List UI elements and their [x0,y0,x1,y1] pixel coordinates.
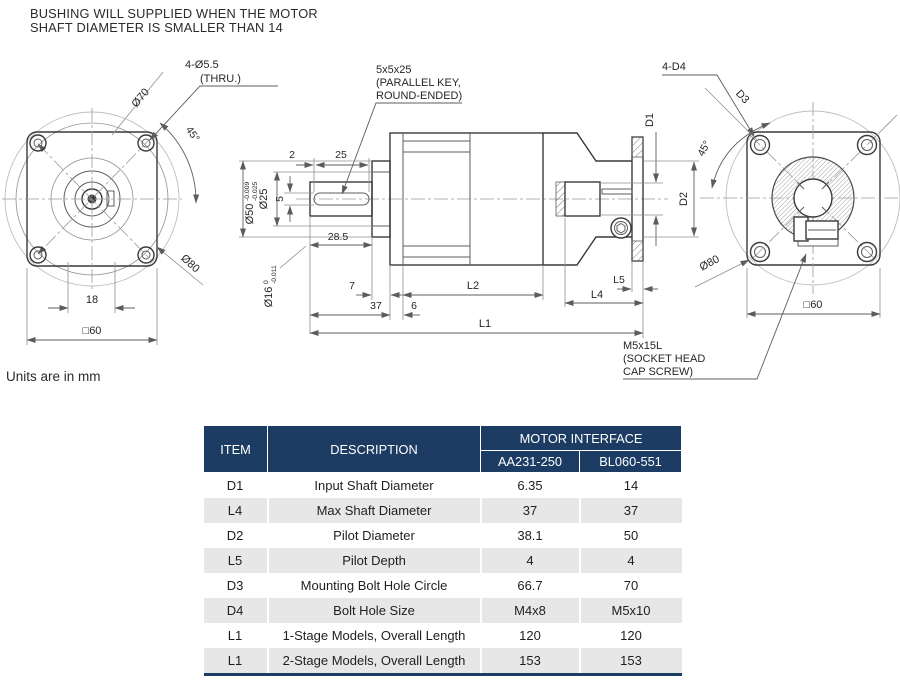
screw-callout-type1: (SOCKET HEAD [623,353,706,365]
cell-aa: 38.1 [481,523,580,548]
dim-d1: D1 [644,112,656,128]
table-row [204,573,682,598]
rear-angle-label: 45° [695,138,714,159]
dia16-tol-lower: -0.011 [271,265,278,284]
dim-5: 5 [274,196,286,202]
cell-description: 2-Stage Models, Overall Length [268,648,481,675]
cell-aa: 120 [481,623,580,648]
cell-bl: 120 [580,623,682,648]
cell-item: D4 [226,603,244,618]
cell-description: Pilot Depth [268,548,481,573]
cell-description: Input Shaft Diameter [268,473,481,499]
cell-item: L1 [227,653,243,668]
socket-screw-side [611,218,631,238]
cell-aa: 6.35 [481,473,580,499]
spec-table-body [204,473,682,675]
front-holes-callout: 4-Ø5.5 [185,59,219,71]
key-callout-size: 5x5x25 [376,64,412,76]
side-view [239,64,699,338]
cell-item: D2 [226,528,244,543]
dim-l4: L4 [590,289,604,301]
dim-d3: D3 [733,87,752,107]
cell-item: D3 [226,578,244,593]
cell-description: 1-Stage Models, Overall Length [268,623,481,648]
dia50-tol-lower: -0.025 [252,181,259,201]
cell-description: Max Shaft Diameter [268,498,481,523]
front-angle-label: 45° [182,124,202,145]
table-header-item: ITEM [204,426,268,473]
rear-outer-dia-label: Ø80 [697,253,722,274]
cell-item: L4 [227,503,243,518]
cell-bl: 37 [580,498,682,523]
table-row [204,498,682,523]
front-bolt-circle-label: Ø70 [129,86,152,110]
dim-l1: L1 [478,318,492,330]
cell-aa: 37 [481,498,580,523]
table-row [204,473,682,499]
key-callout-type: (PARALLEL KEY, [376,77,461,89]
cell-bl: 4 [580,548,682,573]
dim-37: 37 [370,300,382,312]
cell-aa: 153 [481,648,580,675]
dim-28-5: 28.5 [327,231,349,243]
dim-l2: L2 [466,280,480,292]
table-row [204,548,682,573]
table-header-bl060-551: BL060-551 [580,451,682,473]
bushing-note-line1: BUSHING WILL SUPPLIED WHEN THE MOTOR [30,6,318,21]
cell-bl: 153 [580,648,682,675]
cell-bl: M5x10 [580,598,682,623]
screw-callout-size: M5x15L [623,340,663,352]
front-dim-18: 18 [85,294,99,306]
cell-item: D1 [226,478,244,493]
table-row [204,598,682,623]
dia50-tol-upper: -0.009 [244,181,251,201]
front-holes-thru: (THRU.) [200,73,241,85]
cell-aa: 4 [481,548,580,573]
units-label: Units are in mm [6,369,101,384]
cell-description: Bolt Hole Size [268,598,481,623]
dia16-tol-upper: 0 [263,280,270,284]
dim-l5: L5 [613,274,625,286]
dim-6: 6 [411,300,417,312]
front-view [2,59,278,345]
dim-dia50: Ø50 [244,203,256,225]
cell-bl: 14 [580,473,682,499]
dim-2: 2 [289,149,295,161]
cell-item: L5 [227,553,243,568]
cell-bl: 50 [580,523,682,548]
shaft-clamp [794,217,838,246]
rear-dim-square60: □60 [803,299,823,311]
table-header-motor-interface: MOTOR INTERFACE [481,426,682,451]
dim-dia25: Ø25 [258,188,270,210]
dim-25: 25 [335,149,347,161]
front-dim-square60: □60 [82,325,102,337]
cell-bl: 70 [580,573,682,598]
cell-aa: 66.7 [481,573,580,598]
cell-aa: M4x8 [481,598,580,623]
dim-dia16: Ø16 [263,286,275,308]
table-header-aa231-250: AA231-250 [481,451,580,473]
dim-7: 7 [349,280,355,292]
table-row [204,523,682,548]
front-outer-dia-label: Ø80 [178,252,202,276]
rear-holes-callout: 4-D4 [662,61,686,73]
cell-item: L1 [227,628,243,643]
table-row [204,623,682,648]
cell-description: Pilot Diameter [268,523,481,548]
screw-callout-type2: CAP SCREW) [623,366,694,378]
table-header-description: DESCRIPTION [268,426,481,473]
rear-view [623,61,900,379]
bushing-note-line2: SHAFT DIAMETER IS SMALLER THAN 14 [30,20,283,35]
key-callout-type2: ROUND-ENDED) [376,90,463,102]
spec-table [203,425,682,676]
cell-description: Mounting Bolt Hole Circle [268,573,481,598]
dim-d2: D2 [678,191,690,207]
table-row [204,648,682,675]
